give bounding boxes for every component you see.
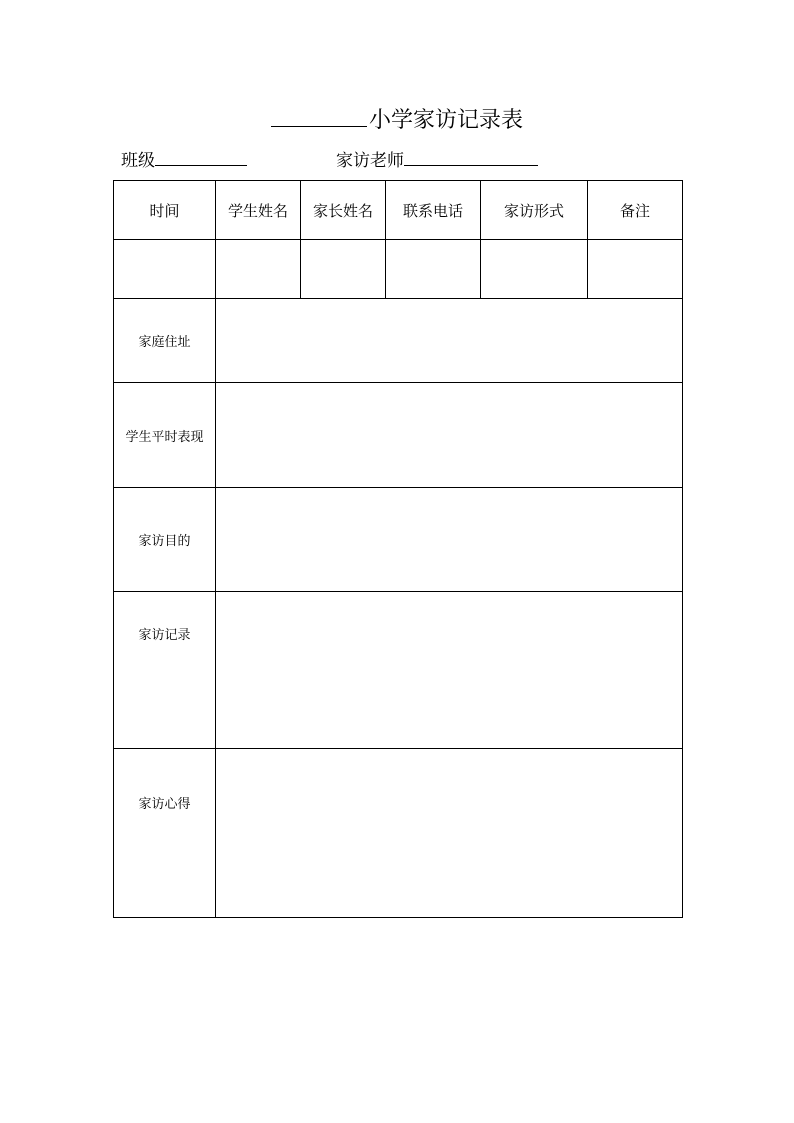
performance-label: 学生平时表现 xyxy=(114,383,216,488)
student-name-cell[interactable] xyxy=(216,240,301,299)
column-header-visit-form: 家访形式 xyxy=(481,181,588,240)
document-title xyxy=(0,102,794,136)
notes-cell[interactable] xyxy=(588,240,683,299)
column-header-student-name: 学生姓名 xyxy=(216,181,301,240)
teacher-label: 家访老师 xyxy=(336,151,404,171)
column-header-phone: 联系电话 xyxy=(386,181,481,240)
purpose-label: 家访目的 xyxy=(114,488,216,592)
teacher-field xyxy=(336,147,538,173)
table-row xyxy=(114,240,683,299)
time-cell[interactable] xyxy=(114,240,216,299)
performance-row xyxy=(114,383,683,488)
purpose-row xyxy=(114,488,683,592)
address-row xyxy=(114,299,683,383)
column-header-notes: 备注 xyxy=(588,181,683,240)
visit-form-cell[interactable] xyxy=(481,240,588,299)
school-name-blank[interactable] xyxy=(271,102,367,127)
column-header-parent-name: 家长姓名 xyxy=(301,181,386,240)
phone-cell[interactable] xyxy=(386,240,481,299)
experience-cell[interactable] xyxy=(216,749,683,918)
parent-name-cell[interactable] xyxy=(301,240,386,299)
class-label: 班级 xyxy=(121,151,155,171)
class-blank[interactable] xyxy=(155,147,247,166)
record-cell[interactable] xyxy=(216,592,683,749)
title-text: 小学家访记录表 xyxy=(368,108,523,133)
performance-cell[interactable] xyxy=(216,383,683,488)
class-field xyxy=(121,147,247,173)
experience-label: 家访心得 xyxy=(114,749,216,918)
record-label: 家访记录 xyxy=(114,592,216,749)
table-header-row xyxy=(114,181,683,240)
experience-row xyxy=(114,749,683,918)
home-visit-table xyxy=(113,180,683,918)
address-cell[interactable] xyxy=(216,299,683,383)
column-header-time: 时间 xyxy=(114,181,216,240)
record-row xyxy=(114,592,683,749)
address-label: 家庭住址 xyxy=(114,299,216,383)
teacher-blank[interactable] xyxy=(404,147,538,166)
purpose-cell[interactable] xyxy=(216,488,683,592)
